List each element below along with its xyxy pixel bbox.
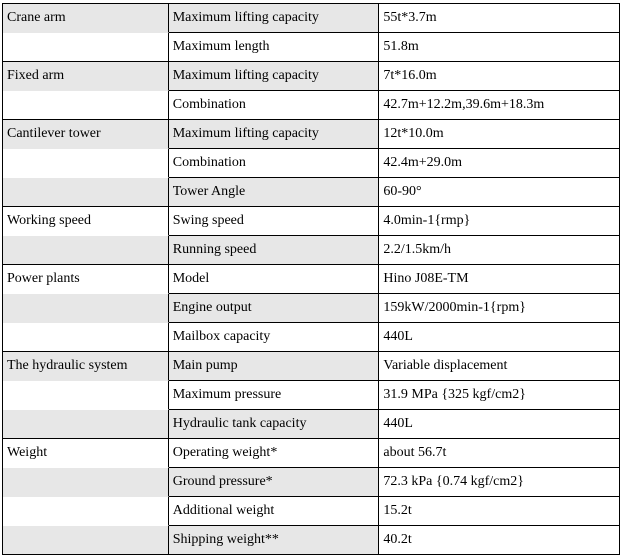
table-row: [3, 439, 620, 468]
table-row: [3, 265, 620, 294]
group-cell: Crane arm: [3, 4, 169, 33]
value-cell: about 56.7t: [379, 439, 620, 468]
value-cell: 159kW/2000min-1{rpm}: [379, 294, 620, 323]
item-cell: Tower Angle: [169, 178, 380, 207]
value-cell: 7t*16.0m: [379, 62, 620, 91]
value-cell: 72.3 kPa {0.74 kgf/cm2}: [379, 468, 620, 497]
table-row: [3, 468, 620, 497]
group-cell: Weight: [3, 439, 169, 468]
value-cell: 55t*3.7m: [379, 4, 620, 33]
spec-table: [2, 3, 620, 555]
item-cell: Operating weight*: [169, 439, 380, 468]
item-cell: Running speed: [169, 236, 380, 265]
item-cell: Combination: [169, 91, 380, 120]
table-row: [3, 497, 620, 526]
table-row: [3, 294, 620, 323]
item-cell: Mailbox capacity: [169, 323, 380, 352]
group-cell: [3, 526, 169, 555]
table-row: [3, 91, 620, 120]
value-cell: 440L: [379, 410, 620, 439]
value-cell: 15.2t: [379, 497, 620, 526]
value-cell: 2.2/1.5km/h: [379, 236, 620, 265]
value-cell: 31.9 MPa {325 kgf/cm2}: [379, 381, 620, 410]
value-cell: 40.2t: [379, 526, 620, 555]
group-cell: Working speed: [3, 207, 169, 236]
group-cell: The hydraulic system: [3, 352, 169, 381]
item-cell: Model: [169, 265, 380, 294]
table-row: [3, 236, 620, 265]
value-cell: 12t*10.0m: [379, 120, 620, 149]
item-cell: Maximum lifting capacity: [169, 62, 380, 91]
table-row: [3, 410, 620, 439]
group-cell: [3, 410, 169, 439]
item-cell: Hydraulic tank capacity: [169, 410, 380, 439]
item-cell: Main pump: [169, 352, 380, 381]
group-cell: [3, 91, 169, 120]
table-row: [3, 62, 620, 91]
group-cell: Power plants: [3, 265, 169, 294]
table-row: [3, 4, 620, 33]
item-cell: Additional weight: [169, 497, 380, 526]
group-cell: [3, 33, 169, 62]
item-cell: Combination: [169, 149, 380, 178]
table-row: [3, 323, 620, 352]
table-row: [3, 149, 620, 178]
value-cell: 4.0min-1{rmp}: [379, 207, 620, 236]
group-cell: [3, 294, 169, 323]
table-row: [3, 352, 620, 381]
group-cell: [3, 178, 169, 207]
value-cell: Variable displacement: [379, 352, 620, 381]
item-cell: Swing speed: [169, 207, 380, 236]
item-cell: Maximum lifting capacity: [169, 4, 380, 33]
group-cell: [3, 323, 169, 352]
table-row: [3, 33, 620, 62]
group-cell: [3, 381, 169, 410]
value-cell: 51.8m: [379, 33, 620, 62]
value-cell: 42.7m+12.2m,39.6m+18.3m: [379, 91, 620, 120]
group-cell: Cantilever tower: [3, 120, 169, 149]
group-cell: [3, 149, 169, 178]
value-cell: 60-90°: [379, 178, 620, 207]
group-cell: [3, 497, 169, 526]
item-cell: Shipping weight**: [169, 526, 380, 555]
table-row: [3, 381, 620, 410]
group-cell: [3, 236, 169, 265]
group-cell: Fixed arm: [3, 62, 169, 91]
item-cell: Maximum lifting capacity: [169, 120, 380, 149]
value-cell: 42.4m+29.0m: [379, 149, 620, 178]
item-cell: Maximum pressure: [169, 381, 380, 410]
table-row: [3, 207, 620, 236]
group-cell: [3, 468, 169, 497]
item-cell: Engine output: [169, 294, 380, 323]
table-row: [3, 526, 620, 555]
item-cell: Maximum length: [169, 33, 380, 62]
value-cell: 440L: [379, 323, 620, 352]
table-row: [3, 120, 620, 149]
item-cell: Ground pressure*: [169, 468, 380, 497]
table-row: [3, 178, 620, 207]
value-cell: Hino J08E-TM: [379, 265, 620, 294]
